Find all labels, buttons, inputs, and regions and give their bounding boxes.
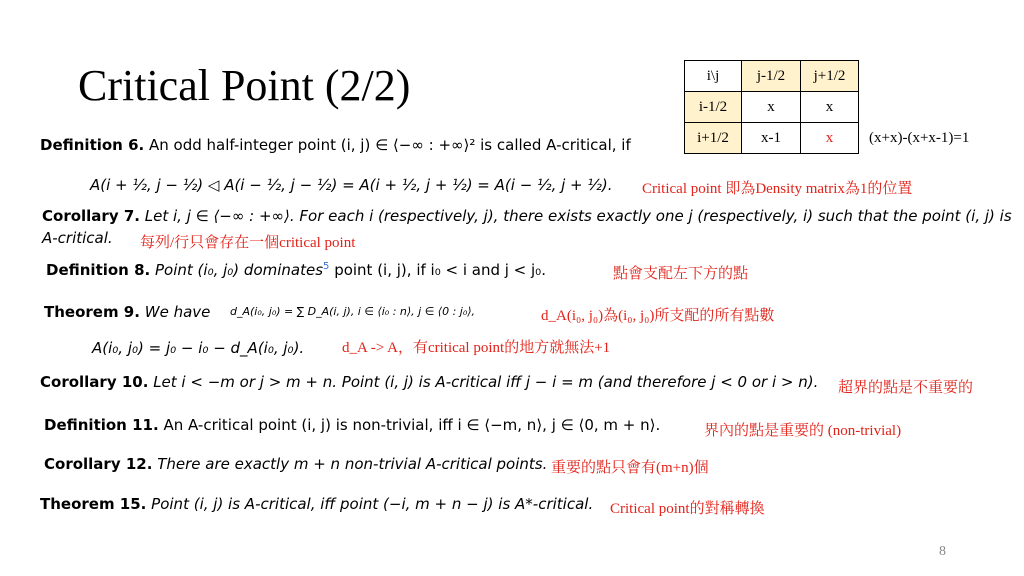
theorem-15-note: Critical point的對稱轉換 — [610, 501, 765, 517]
definition-6-label: Definition 6. — [40, 136, 145, 154]
theorem-9-label: Theorem 9. — [44, 303, 140, 321]
table-cell: i+1/2 — [685, 123, 742, 154]
table-row — [685, 123, 859, 154]
definition-8-label: Definition 8. — [46, 261, 151, 279]
slide-title: Critical Point (2/2) — [78, 61, 411, 110]
theorem-15 — [40, 495, 593, 513]
definition-8 — [46, 261, 546, 279]
table-cell: x — [742, 92, 801, 123]
table-cell: j-1/2 — [742, 61, 801, 92]
theorem-9-note-2: d_A -> A，有critical point的地方就無法+1 — [342, 340, 611, 356]
theorem-9-formula: d_A(i₀, j₀) = ∑ D_A(i, j), i ∈ ⟨i₀ : n⟩, j ∈ ⟨0 : j₀⟩, — [230, 305, 476, 318]
corollary-10-text: Let i < −m or j > m + n. Point (i, j) is A-critical iff j − i = m (and therefore j < 0 or i > n). — [153, 373, 819, 391]
theorem-9-text: We have — [144, 303, 211, 321]
corollary-7-note: 每列/行只會存在一個critical point — [140, 235, 356, 251]
table-cell: j+1/2 — [801, 61, 859, 92]
theorem-9-formula-2: A(i₀, j₀) = j₀ − i₀ − d_A(i₀, j₀). — [92, 339, 305, 357]
definition-11-note: 界內的點是重要的 (non-trivial) — [704, 423, 902, 439]
footnote-marker: 5 — [323, 261, 330, 272]
definition-6-note: Critical point 即為Density matrix為1的位置 — [642, 181, 913, 197]
corollary-7-text-2: A-critical. — [42, 229, 113, 247]
theorem-9 — [44, 303, 210, 321]
corollary-10-label: Corollary 10. — [40, 373, 149, 391]
definition-11-text: An A-critical point (i, j) is non-trivial, iff i ∈ ⟨−m, n⟩, j ∈ ⟨0, m + n⟩. — [163, 416, 661, 434]
table-cell: x-1 — [742, 123, 801, 154]
table-side-note: (x+x)-(x+x-1)=1 — [869, 130, 970, 146]
definition-6 — [40, 136, 631, 154]
page-number: 8 — [939, 544, 946, 559]
corollary-12-label: Corollary 12. — [44, 455, 153, 473]
definition-6-formula: A(i + ½, j − ½) ◁ A(i − ½, j − ½) = A(i + ½, j + ½) = A(i − ½, j + ½). — [90, 176, 613, 194]
corollary-12 — [44, 455, 547, 473]
definition-8-note: 點會支配左下方的點 — [613, 266, 749, 282]
corollary-12-note: 重要的點只會有(m+n)個 — [551, 460, 709, 476]
table-cell-highlight: x — [801, 123, 859, 154]
critical-point-table — [684, 60, 859, 154]
table-row — [685, 92, 859, 123]
corollary-10 — [40, 373, 818, 391]
corollary-7 — [42, 207, 1012, 225]
corollary-10-note: 超界的點是不重要的 — [838, 380, 974, 396]
table-row — [685, 61, 859, 92]
definition-11-label: Definition 11. — [44, 416, 159, 434]
definition-11 — [44, 416, 660, 434]
theorem-15-text: Point (i, j) is A-critical, iff point (−i, m + n − j) is A*-critical. — [151, 495, 594, 513]
corollary-7-text: Let i, j ∈ ⟨−∞ : +∞⟩. For each i (respectively, j), there exists exactly one j (respectively, i) such that the point (i, j) is — [144, 207, 1012, 225]
table-cell: x — [801, 92, 859, 123]
theorem-9-note: d_A(i₀, j₀)為(i₀, j₀)所支配的所有點數 — [541, 308, 775, 324]
definition-6-text: An odd half-integer point (i, j) ∈ ⟨−∞ : +∞⟩² is called A-critical, if — [149, 136, 631, 154]
theorem-15-label: Theorem 15. — [40, 495, 147, 513]
table-cell: i\j — [685, 61, 742, 92]
definition-8-text-2: point (i, j), if i₀ < i and j < j₀. — [334, 261, 546, 279]
definition-8-text: Point (i₀, j₀) dominates — [155, 261, 324, 279]
corollary-12-text: There are exactly m + n non-trivial A-critical points. — [157, 455, 548, 473]
corollary-7-label: Corollary 7. — [42, 207, 140, 225]
table-cell: i-1/2 — [685, 92, 742, 123]
